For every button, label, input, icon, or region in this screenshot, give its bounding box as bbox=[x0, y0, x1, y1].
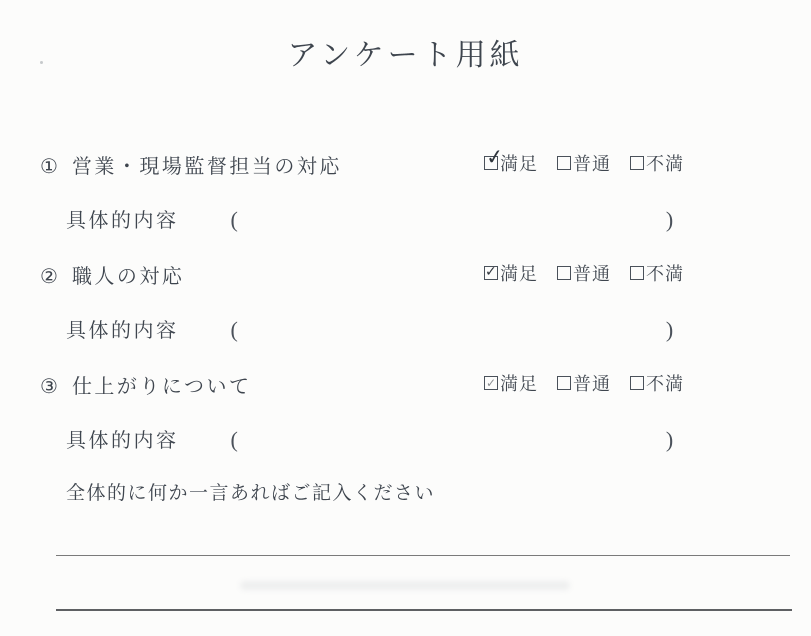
question-1-label: 営業・現場監督担当の対応 bbox=[71, 156, 342, 178]
checkbox-icon[interactable] bbox=[484, 376, 498, 390]
option-label: 普通 bbox=[573, 154, 611, 174]
paren-close: ) bbox=[665, 427, 674, 452]
option-normal bbox=[557, 260, 611, 286]
question-2-label: 職人の対応 bbox=[71, 266, 185, 288]
option-label: 不満 bbox=[646, 374, 684, 394]
option-dissatisfied bbox=[630, 370, 684, 396]
scan-smudge bbox=[240, 581, 570, 590]
question-2-detail bbox=[66, 314, 673, 343]
checkbox-icon[interactable] bbox=[557, 376, 571, 390]
comment-prompt: 全体的に何か一言あればご記入ください bbox=[66, 483, 436, 504]
detail-input-area[interactable] bbox=[238, 425, 666, 447]
option-dissatisfied bbox=[630, 260, 684, 286]
option-label: 満足 bbox=[500, 154, 538, 174]
option-satisfied bbox=[484, 150, 538, 176]
form-title: アンケート用紙 bbox=[287, 39, 524, 72]
checkbox-icon[interactable] bbox=[557, 266, 571, 280]
option-label: 満足 bbox=[500, 264, 538, 284]
question-3-options bbox=[484, 370, 684, 396]
scan-speck bbox=[40, 61, 43, 64]
checkbox-icon[interactable] bbox=[484, 266, 498, 280]
question-1-detail bbox=[66, 204, 673, 233]
comment-line-2[interactable] bbox=[56, 609, 792, 611]
detail-input-area[interactable] bbox=[238, 315, 666, 337]
detail-label: 具体的内容 bbox=[66, 320, 179, 342]
checkbox-icon[interactable] bbox=[484, 156, 498, 170]
question-1-number: ① bbox=[40, 156, 58, 178]
option-label: 不満 bbox=[646, 264, 684, 284]
checkbox-icon[interactable] bbox=[557, 156, 571, 170]
detail-label: 具体的内容 bbox=[66, 430, 179, 452]
question-1-options bbox=[484, 150, 684, 176]
option-normal bbox=[557, 150, 611, 176]
question-3 bbox=[40, 370, 252, 399]
option-label: 満足 bbox=[500, 374, 538, 394]
detail-label: 具体的内容 bbox=[66, 210, 179, 232]
checkbox-icon[interactable] bbox=[630, 376, 644, 390]
question-3-number: ③ bbox=[40, 376, 58, 398]
question-1 bbox=[40, 150, 342, 179]
option-label: 不満 bbox=[646, 154, 684, 174]
question-3-label: 仕上がりについて bbox=[71, 376, 252, 398]
checkbox-icon[interactable] bbox=[630, 156, 644, 170]
question-3-detail bbox=[66, 424, 673, 453]
option-dissatisfied bbox=[630, 150, 684, 176]
paren-open: ( bbox=[230, 427, 238, 452]
comment-line-1[interactable] bbox=[56, 555, 790, 556]
option-satisfied bbox=[484, 260, 538, 286]
option-satisfied bbox=[484, 370, 538, 396]
question-2-options bbox=[484, 260, 684, 286]
checkbox-icon[interactable] bbox=[630, 266, 644, 280]
option-label: 普通 bbox=[573, 264, 611, 284]
paren-close: ) bbox=[665, 207, 674, 232]
paren-open: ( bbox=[230, 207, 238, 232]
option-label: 普通 bbox=[573, 374, 611, 394]
question-2-number: ② bbox=[40, 266, 58, 288]
option-normal bbox=[557, 370, 611, 396]
detail-input-area[interactable] bbox=[238, 205, 666, 227]
paren-close: ) bbox=[665, 317, 674, 342]
paren-open: ( bbox=[230, 317, 238, 342]
question-2 bbox=[40, 260, 184, 289]
